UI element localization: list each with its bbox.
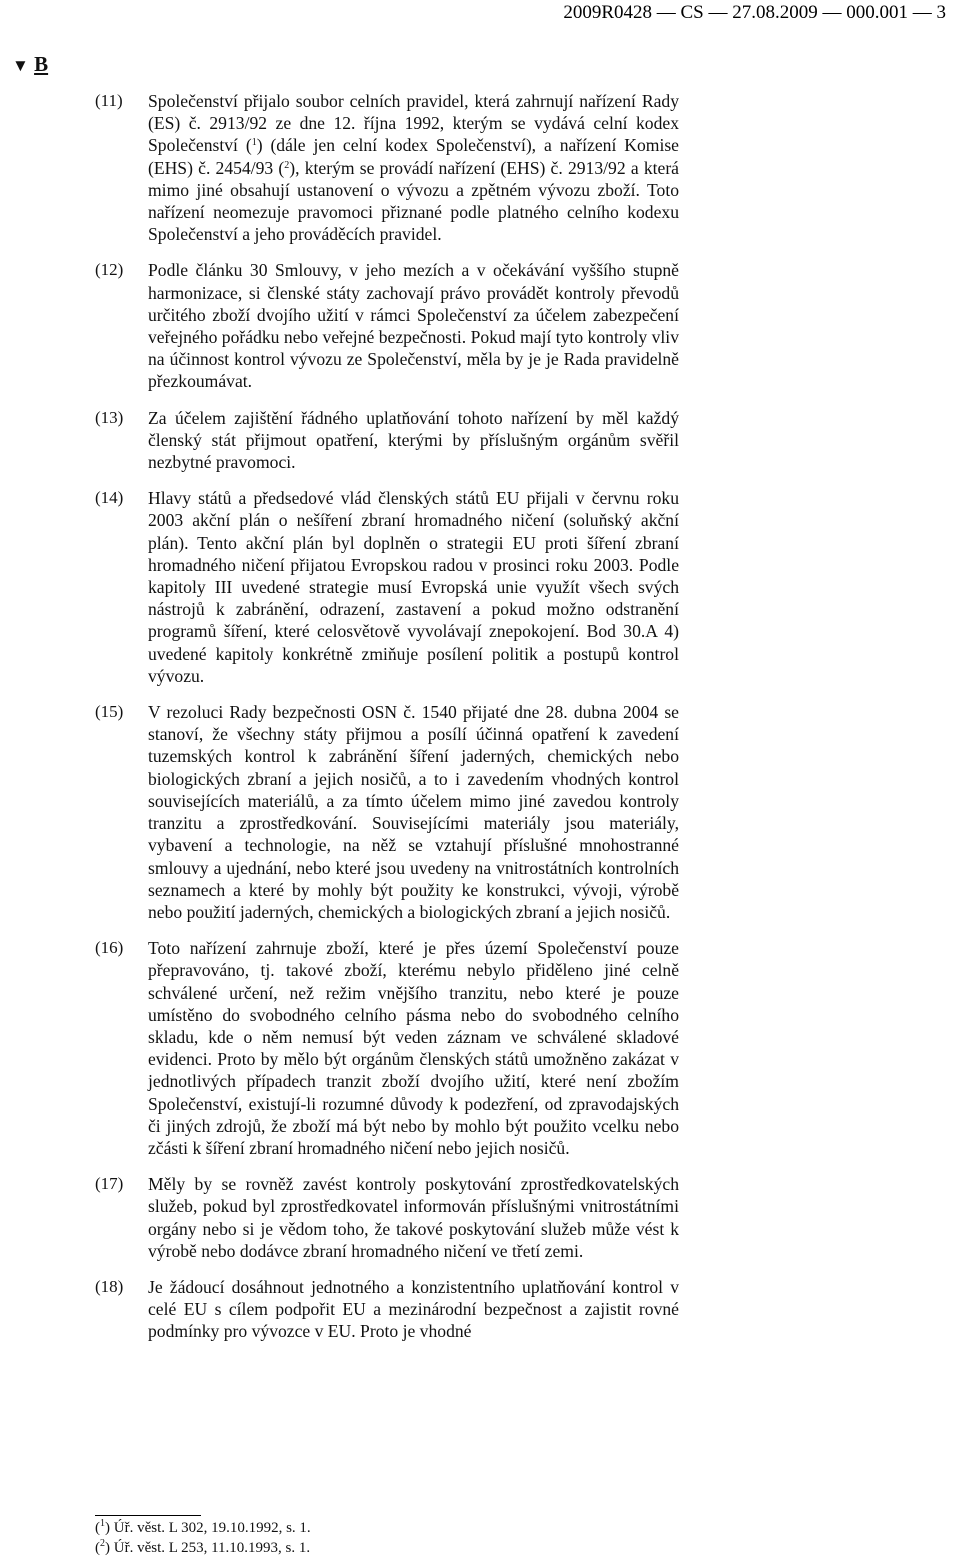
recital-15 xyxy=(0,701,960,923)
recital-11 xyxy=(0,90,960,245)
recital-text: Za účelem zajištění řádného uplatňování tohoto nařízení by měl každý členský stát přijmout opatření, kterými by příslušným orgánům svěřil nezbytné pravomoci. xyxy=(148,407,679,473)
recitals-list xyxy=(0,90,960,1357)
footnote-2: ($^2$) Úř. věst. L 253, 11.10.1993, s. 1. xyxy=(95,1537,311,1556)
recital-text: V rezoluci Rady bezpečnosti OSN č. 1540 přijaté dne 28. dubna 2004 se stanoví, že všechny státy přijmou a posílí účinná opatření k zavedení tuzemských kontrol k zabránění šíření jaderných, chemických nebo biologických zbraní a jejich nosičů, a to i zavedením vhodných kontrol souvisejících materiálů, a za tímto účelem mimo jiné zavedou kontroly tranzitu a zprostředkování. Souvisejícími materiály jsou materiály, vybavení a technologie, na něž se vztahují příslušné mnohostranné smlouvy a ujednání, nebo které jsou uvedeny na vnitrostátních kontrolních seznamech a které by mohly být použity ke konstrukci, vývoji, výrobě nebo použití jaderných, chemických a biologických zbraní a jejich nosičů. xyxy=(148,702,679,922)
recital-14 xyxy=(0,487,960,687)
recital-number: (12) xyxy=(95,260,124,280)
recital-number: (16) xyxy=(95,938,124,958)
footnote-mark: 1 xyxy=(100,1518,105,1529)
recital-text: Je žádoucí dosáhnout jednotného a konzistentního uplatňování kontrol v celé EU s cílem podpořit EU a mezinárodní bezpečnost a zajistit rovné podmínky pro vývozce v EU. Proto je vhodné xyxy=(148,1276,679,1342)
footnotes xyxy=(95,1519,311,1558)
footnote-ref-1[interactable]: 1 xyxy=(251,137,257,149)
triangle-marker-icon: ▼ xyxy=(12,56,29,75)
recital-13 xyxy=(0,407,960,474)
recital-12 xyxy=(0,259,960,392)
recital-18 xyxy=(0,1276,960,1343)
marker-link-b[interactable]: B xyxy=(34,52,49,76)
document-header: 2009R0428 — CS — 27.08.2009 — 000.001 — 3 xyxy=(563,2,946,23)
recital-16 xyxy=(0,937,960,1159)
footnote-text: Úř. věst. L 253, 11.10.1993, s. 1. xyxy=(113,1539,311,1556)
recital-number: (18) xyxy=(95,1276,124,1296)
recital-17 xyxy=(0,1173,960,1262)
footnote-separator xyxy=(95,1515,201,1516)
footnote-mark: 2 xyxy=(100,1537,105,1549)
recital-text: Společenství přijalo soubor celních pravidel, která zahrnují nařízení Rady (ES) č. 2913/92 ze dne 12. října 1992, kterým se vydává celní kodex Společenství ($^1$) (dále jen celní kodex Společenství), a nařízení Komise (EHS) č. 2454/93 ($^2$), kterým se provádí nařízení (EHS) č. 2913/92 a která mimo jiné obsahují ustanovení o vývozu a zpětném vývozu zboží. Toto nařízení neomezuje pravomoci přiznané podle platného celního kodexu Společenství a jeho prováděcích pravidel. xyxy=(148,91,679,245)
version-marker[interactable] xyxy=(12,52,48,77)
recital-number: (15) xyxy=(95,702,124,722)
footnote-ref-2[interactable]: 2 xyxy=(284,159,290,171)
recital-text: Podle článku 30 Smlouvy, v jeho mezích a v očekávání vyššího stupně harmonizace, si členské státy zachovají právo provádět kontroly převodů určitého zboží dvojího užití v rámci Společenství za účelem zabezpečení veřejného pořádku nebo veřejné bezpečnosti. Pokud mají tyto kontroly vliv na účinnost kontrol vývozu ze Společenství, měla by je je Rada pravidelně přezkoumávat. xyxy=(148,260,679,392)
recital-number: (17) xyxy=(95,1174,124,1194)
recital-text: Měly by se rovněž zavést kontroly poskytování zprostředkovatelských služeb, pokud byl zprostředkovatel informován příslušnými vnitrostátními orgány nebo si je vědom toho, že takové poskytování služeb může vést k výrobě nebo dodávce zbraní hromadného ničení ve třetí zemi. xyxy=(148,1174,679,1261)
footnote-1: ($^1$) Úř. věst. L 302, 19.10.1992, s. 1. xyxy=(95,1518,311,1536)
recital-number: (11) xyxy=(95,91,123,110)
recital-text: Hlavy států a předsedové vlád členských států EU přijali v červnu roku 2003 akční plán o nešíření zbraní hromadného ničení (soluňský akční plán). Tento akční plán byl doplněn o strategii EU proti šíření zbraní hromadného ničení přijatou Evropskou radou v prosinci roku 2003. Podle kapitoly III uvedené strategie musí Evropská unie využít všech svých nástrojů k zabránění, odrazení, zastavení a pokud možno odstranění programů šíření, které celosvětově vyvolávají znepokojení. Bod 30.A 4) uvedené kapitoly konkrétně zmiňuje posílení politik a postupů kontrol vývozu. xyxy=(148,488,679,686)
recital-number: (14) xyxy=(95,488,124,508)
recital-number: (13) xyxy=(95,407,124,427)
footnote-text: Úř. věst. L 302, 19.10.1992, s. 1. xyxy=(113,1520,311,1536)
recital-text: Toto nařízení zahrnuje zboží, které je přes území Společenství pouze přepravováno, tj. takové zboží, kterému nebylo přiděleno jiné celně schválené určení, než režim vnějšího tranzitu, nebo které je pouze umístěno do svobodného celního pásma nebo do svobodného celního skladu, kde o něm nemusí být veden záznam ve schválené skladové evidenci. Proto by mělo být orgánům členských států umožněno zakázat v jednotlivých případech tranzit zboží dvojího užití, které není zbožím Společenství, existují-li rozumné důvody k podezření, od zpravodajských či jiných zdrojů, že zboží má být nebo by mohlo být použito vcelku nebo zčásti k šíření zbraní hromadného ničení nebo jejich nosičů. xyxy=(148,938,679,1158)
